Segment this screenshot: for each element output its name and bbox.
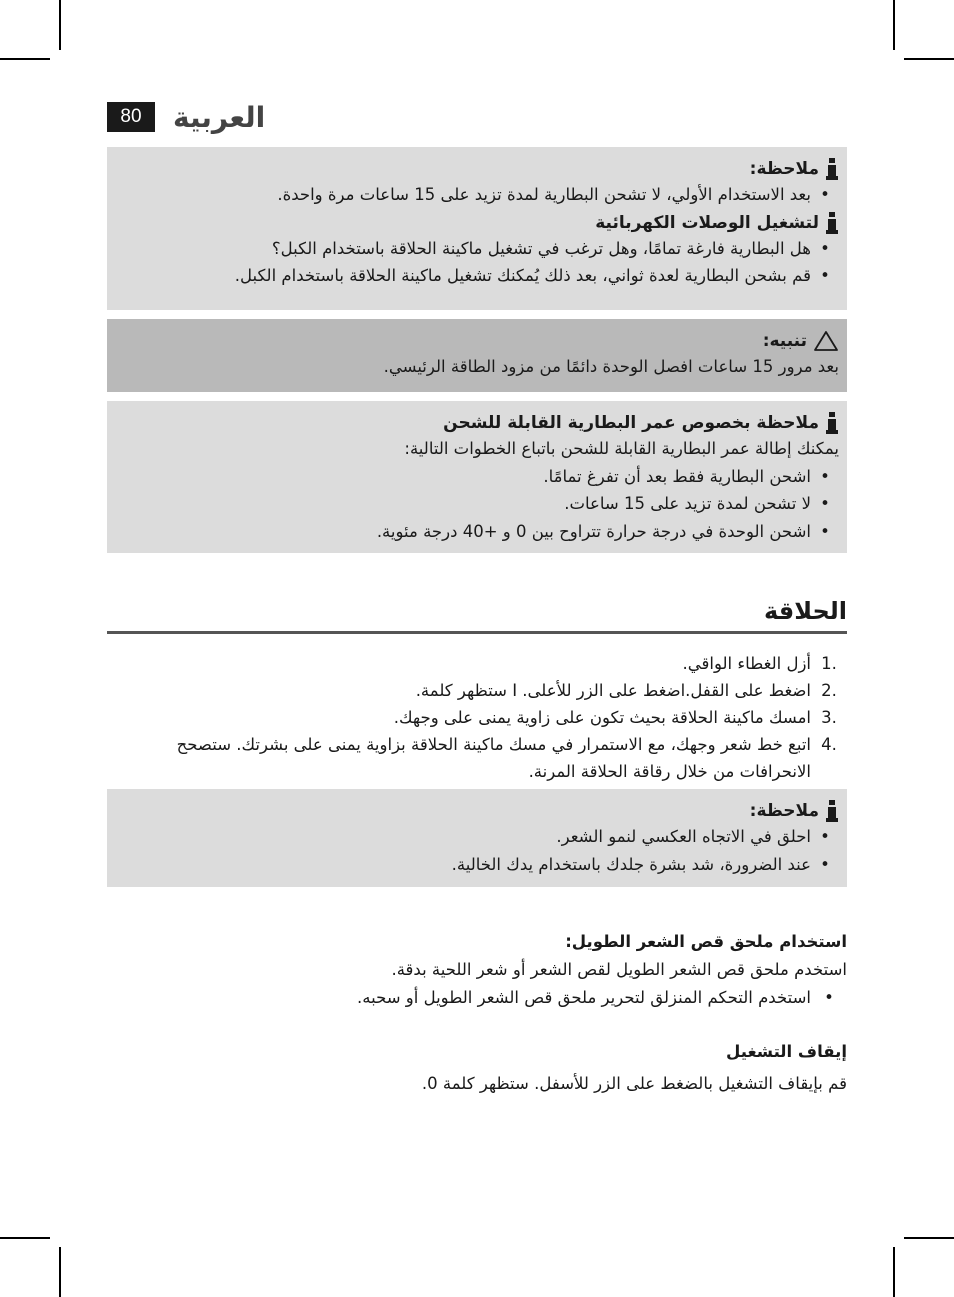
battery-note-title <box>117 411 839 435</box>
list-item: • قم بشحن البطارية لعدة ثواني، بعد ذلك يُمكنك تشغيل ماكينة الحلاقة باستخدام الكبل. <box>234 266 830 285</box>
crop-mark <box>0 58 50 60</box>
warning-title-text: تنبيه: <box>762 331 807 351</box>
list-item: • اشحن الوحدة في درجة حرارة تتراوح بين 0 و +40 درجة مئوية. <box>376 521 830 541</box>
switch-off-section <box>107 1038 847 1098</box>
crop-mark <box>0 1237 50 1239</box>
battery-note-title-text: ملاحظة بخصوص عمر البطارية القابلة للشحن <box>443 413 819 433</box>
trimmer-text: استخدم ملحق قص الشعر الطويل لقص الشعر أو شعر اللحية بدقة. <box>391 960 847 979</box>
shaving-steps <box>107 650 847 785</box>
list-item: • استخدم التحكم المنزلق لتحرير ملحق قص الشعر الطويل أو سحبه. <box>357 988 834 1007</box>
note-box-shaving <box>107 789 847 887</box>
switch-off-title: إيقاف التشغيل <box>726 1042 847 1061</box>
note-box-initial-charge <box>107 147 847 310</box>
list-item: • احلق في الاتجاه العكسي لنمو الشعر. <box>556 827 830 846</box>
shaving-section-title: الحلاقة <box>107 597 847 634</box>
warning-triangle-icon <box>813 330 839 352</box>
corded-title <box>117 211 839 235</box>
crop-mark <box>904 1237 954 1239</box>
crop-mark <box>893 1247 895 1297</box>
warning-text: بعد مرور 15 ساعات افصل الوحدة دائمًا من مزود الطاقة الرئيسي. <box>383 357 839 376</box>
trimmer-section <box>107 928 847 1012</box>
crop-mark <box>59 1247 61 1297</box>
list-item: • بعد الاستخدام الأولي، لا تشحن البطارية لمدة تزيد على 15 ساعات مرة واحدة. <box>277 185 830 204</box>
step-item: 4. اتبع خط شعر وجهك، مع الاستمرار في مسك ماكينة الحلاقة بزاوية يمنى على بشرتك. ستصحح الانحرافات من خلال رقاقة الحلاقة المرنة. <box>176 735 837 781</box>
battery-life-box <box>107 401 847 553</box>
list-item: • عند الضرورة، شد بشرة جلدك باستخدام يدك الخالية. <box>451 854 830 874</box>
step-item: 3. امسك ماكينة الحلاقة بحيث تكون على زاوية يمنى على وجهك. <box>393 708 837 727</box>
page-number: 80 <box>107 102 155 132</box>
list-item: • اشحن البطارية فقط بعد أن تفرغ تمامًا. <box>543 466 830 486</box>
crop-mark <box>904 58 954 60</box>
note-title <box>117 799 839 823</box>
note-title-text: ملاحظة: <box>749 801 819 821</box>
step-item: 1. أزل الغطاء الواقي. <box>682 654 837 673</box>
info-icon <box>825 800 839 822</box>
list-item: • لا تشحن لمدة تزيد على 15 ساعات. <box>564 494 830 513</box>
crop-mark <box>893 0 895 50</box>
language-title: العربية <box>173 100 266 134</box>
info-icon <box>825 212 839 234</box>
switch-off-text: قم بإيقاف التشغيل بالضغط على الزر للأسفل. ستظهر كلمة 0. <box>421 1074 847 1093</box>
corded-title-text: لتشغيل الوصلات الكهربائية <box>595 212 819 233</box>
trimmer-title: استخدام ملحق قص الشعر الطويل: <box>565 932 847 951</box>
warning-box <box>107 319 847 392</box>
note-title-text: ملاحظة: <box>749 159 819 179</box>
step-item: 2. اضغط على القفل.اضغط على الزر للأعلى. I ستظهر كلمة. <box>415 681 837 700</box>
page-header <box>107 100 265 134</box>
note-title <box>117 157 839 181</box>
crop-mark <box>59 0 61 50</box>
info-icon <box>825 412 839 434</box>
list-item: • هل البطارية فارغة تمامًا، وهل ترغب في تشغيل ماكينة الحلاقة باستخدام الكبل؟ <box>271 238 830 258</box>
info-icon <box>825 158 839 180</box>
battery-intro: يمكنك إطالة عمر البطارية القابلة للشحن باتباع الخطوات التالية: <box>404 439 839 458</box>
warning-title <box>117 329 839 353</box>
